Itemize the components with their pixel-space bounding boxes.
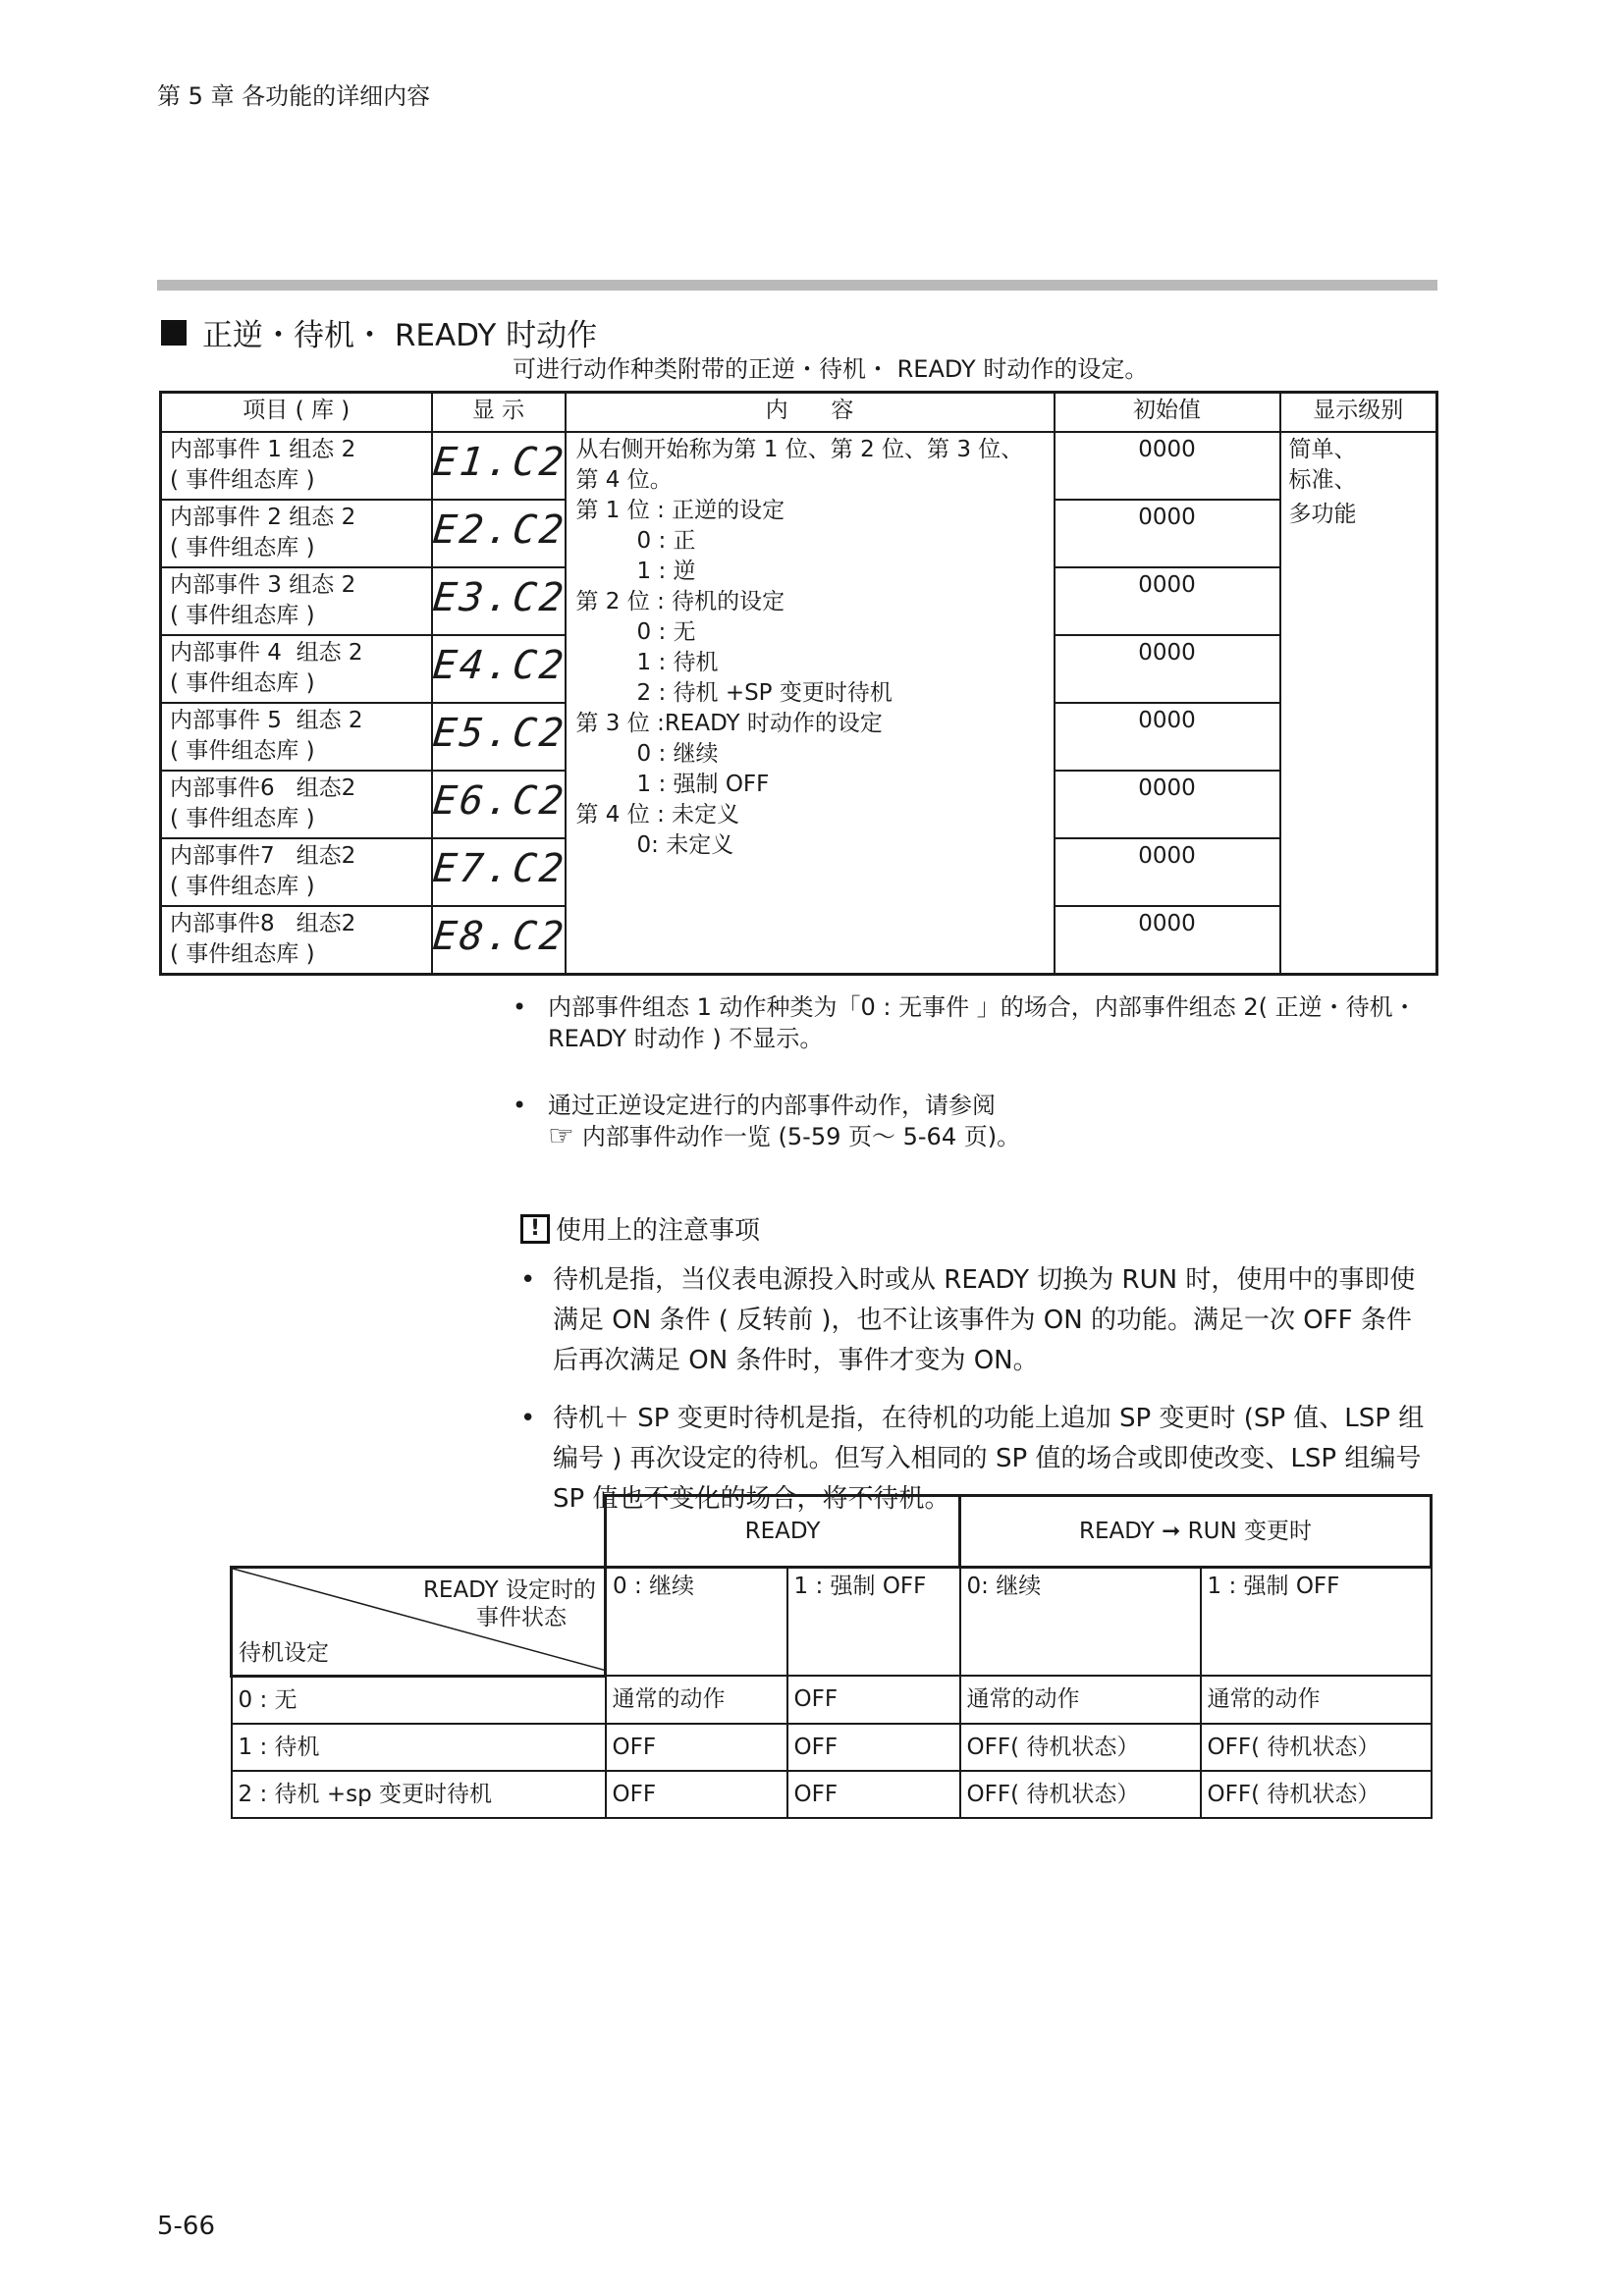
sub-header-cell: 1 : 强制 OFF	[1201, 1568, 1432, 1677]
bullet-dot-icon: •	[520, 1265, 536, 1295]
content-line: 0 : 无	[636, 619, 696, 645]
item-bank: ( 事件组态库 )	[170, 806, 315, 831]
item-name: 内部事件 2 组态 2	[170, 505, 356, 530]
table-cell: OFF( 待机状态）	[1201, 1724, 1432, 1771]
cross-reference	[548, 1121, 1445, 1152]
initial-value-cell: 0000	[1055, 771, 1280, 838]
content-cell	[566, 432, 1055, 975]
item-bank: ( 事件组态库 )	[170, 603, 315, 628]
table-cell: 通常的动作	[606, 1676, 787, 1724]
bullet-dot-icon: •	[520, 1404, 536, 1433]
table-cell: OFF( 待机状态）	[1201, 1771, 1432, 1818]
item-name: 内部事件8 组态2	[170, 911, 356, 936]
display-level-line: 多功能	[1288, 502, 1357, 527]
row-label: 1 : 待机	[232, 1724, 606, 1771]
section-title-text: 正逆・待机・ READY 时动作	[202, 318, 598, 353]
pointing-hand-icon: ☜	[548, 1119, 574, 1153]
item-cell	[161, 703, 432, 771]
segment-display: E6.C2	[430, 778, 568, 824]
standby-table-group-header	[232, 1496, 1432, 1568]
row-label: 2 : 待机 +sp 变更时待机	[232, 1771, 606, 1818]
section-title	[161, 310, 597, 354]
header-item: 项目 ( 库 )	[161, 393, 432, 433]
display-cell	[432, 838, 566, 906]
content-line: 1 : 逆	[636, 559, 696, 584]
item-cell	[161, 838, 432, 906]
item-cell	[161, 432, 432, 500]
display-level-line: 标准、	[1288, 467, 1357, 493]
content-line: 从右侧开始称为第 1 位、第 2 位、第 3 位、	[575, 437, 1024, 462]
segment-display: E1.C2	[430, 440, 568, 485]
diagonal-top-label	[423, 1576, 596, 1631]
content-line: 1 : 待机	[636, 650, 719, 675]
bullet-dot-icon: •	[513, 993, 527, 1021]
square-bullet-icon	[161, 320, 187, 346]
content-line: 0 : 正	[636, 528, 696, 554]
notice-text: 待机是指，当仪表电源投入时或从 READY 切换为 RUN 时，使用中的事即使满足 ON 条件 ( 反转前 )，也不让该事件为 ON 的功能。满足一次 OFF 条件后再次满足 ON 条件时，事件才变为 ON。	[553, 1265, 1416, 1375]
standby-table	[230, 1494, 1433, 1819]
display-level-line: 简单、	[1288, 437, 1357, 462]
segment-display: E8.C2	[430, 914, 568, 959]
header-display: 显 示	[432, 393, 566, 433]
usage-notice	[520, 1210, 1434, 1520]
content-line: 0 : 继续	[636, 741, 719, 767]
item-bank: ( 事件组态库 )	[170, 535, 315, 561]
item-bank: ( 事件组态库 )	[170, 670, 315, 696]
content-line: 第 1 位 : 正逆的设定	[575, 498, 785, 523]
display-cell	[432, 635, 566, 703]
table-cell: OFF	[606, 1771, 787, 1818]
item-name: 内部事件 5 组态 2	[170, 708, 363, 733]
initial-value-cell: 0000	[1055, 567, 1280, 635]
table-cell: 通常的动作	[1201, 1676, 1432, 1724]
segment-display: E5.C2	[430, 711, 568, 756]
content-line: 2 : 待机 +SP 变更时待机	[636, 680, 893, 706]
segment-display: E3.C2	[430, 575, 568, 620]
diagonal-top-line: READY 设定时的	[422, 1577, 596, 1603]
content-line: 第 3 位 :READY 时动作的设定	[575, 711, 883, 736]
item-cell	[161, 500, 432, 567]
header-initial-value: 初始值	[1055, 393, 1280, 433]
section-divider	[157, 280, 1437, 291]
group-header-ready-to-run: READY ➞ RUN 变更时	[960, 1496, 1432, 1568]
section-intro: 可进行动作种类附带的正逆・待机・ READY 时动作的设定。	[513, 355, 1149, 383]
table-cell: OFF( 待机状态）	[960, 1724, 1201, 1771]
content-line: 第 4 位。	[575, 467, 673, 493]
segment-display: E2.C2	[430, 507, 568, 553]
content-line: 第 4 位 : 未定义	[575, 802, 740, 828]
item-cell	[161, 906, 432, 975]
item-bank: ( 事件组态库 )	[170, 941, 315, 967]
initial-value-cell: 0000	[1055, 906, 1280, 975]
content-line: 第 2 位 : 待机的设定	[575, 589, 785, 614]
bullet-text: 通过正逆设定进行的内部事件动作，请参阅	[548, 1092, 996, 1119]
initial-value-cell: 0000	[1055, 500, 1280, 567]
diagonal-header-cell	[232, 1568, 606, 1677]
table-cell: 通常的动作	[960, 1676, 1201, 1724]
content-line: 0: 未定义	[636, 832, 734, 858]
table-cell: OFF	[787, 1676, 960, 1724]
display-level-cell	[1280, 432, 1437, 975]
content-line: 1 : 强制 OFF	[636, 772, 770, 797]
page-number: 5-66	[157, 2212, 216, 2241]
list-item	[513, 1090, 1445, 1121]
item-name: 内部事件 1 组态 2	[170, 437, 356, 462]
notice-title: 使用上的注意事项	[556, 1216, 761, 1246]
standby-table-sub-header	[232, 1568, 1432, 1677]
initial-value-cell: 0000	[1055, 432, 1280, 500]
sub-header-cell: 0: 继续	[960, 1568, 1201, 1677]
header-display-level: 显示级别	[1280, 393, 1437, 433]
item-name: 内部事件 4 组态 2	[170, 640, 363, 666]
item-cell	[161, 567, 432, 635]
item-bank: ( 事件组态库 )	[170, 738, 315, 764]
item-cell	[161, 771, 432, 838]
reference-text: 内部事件动作一览 (5-59 页～ 5-64 页)。	[581, 1123, 1021, 1150]
header-content: 内 容	[566, 393, 1055, 433]
display-cell	[432, 906, 566, 975]
initial-value-cell: 0000	[1055, 703, 1280, 771]
bullet-dot-icon: •	[513, 1092, 527, 1119]
list-item	[471, 1260, 1434, 1381]
table-cell: OFF	[787, 1724, 960, 1771]
table-row	[232, 1676, 1432, 1724]
bullet-text: 内部事件组态 1 动作种类为「0 : 无事件 」的场合，内部事件组态 2( 正逆・待机・ READY 时动作 ) 不显示。	[548, 993, 1417, 1052]
item-bank: ( 事件组态库 )	[170, 874, 315, 899]
diagonal-bottom-label: 待机设定	[239, 1639, 329, 1666]
display-cell	[432, 567, 566, 635]
notice-text: 待机＋ SP 变更时待机是指，在待机的功能上追加 SP 变更时 (SP 值、LSP 组编号 ) 再次设定的待机。但写入相同的 SP 值的场合或即使改变、LSP 组编号 SP 值也不变化的场合，将不待机。	[553, 1404, 1425, 1514]
list-item	[513, 991, 1445, 1054]
display-cell	[432, 432, 566, 500]
table-row	[161, 432, 1437, 500]
initial-value-cell: 0000	[1055, 635, 1280, 703]
row-label: 0 : 无	[232, 1676, 606, 1724]
sub-header-cell: 0 : 继续	[606, 1568, 787, 1677]
display-cell	[432, 703, 566, 771]
chapter-heading: 第 5 章 各功能的详细内容	[157, 82, 431, 110]
table-cell: OFF	[606, 1724, 787, 1771]
table-row	[232, 1724, 1432, 1771]
item-cell	[161, 635, 432, 703]
notes-list	[513, 991, 1445, 1152]
empty-corner	[232, 1496, 606, 1568]
item-bank: ( 事件组态库 )	[170, 467, 315, 493]
group-header-ready: READY	[606, 1496, 960, 1568]
parameter-table	[159, 391, 1438, 976]
item-name: 内部事件7 组态2	[170, 843, 356, 869]
sub-header-cell: 1 : 强制 OFF	[787, 1568, 960, 1677]
diagonal-top-line: 事件状态	[476, 1605, 567, 1630]
table-cell: OFF	[787, 1771, 960, 1818]
item-name: 内部事件 3 组态 2	[170, 572, 356, 598]
item-name: 内部事件6 组态2	[170, 775, 356, 801]
segment-display: E7.C2	[430, 846, 568, 891]
exclamation-icon: !	[520, 1214, 550, 1244]
notice-header	[520, 1210, 1434, 1247]
parameter-table-header	[161, 393, 1437, 433]
segment-display: E4.C2	[430, 643, 568, 688]
display-cell	[432, 771, 566, 838]
table-cell: OFF( 待机状态）	[960, 1771, 1201, 1818]
initial-value-cell: 0000	[1055, 838, 1280, 906]
display-cell	[432, 500, 566, 567]
table-row	[232, 1771, 1432, 1818]
